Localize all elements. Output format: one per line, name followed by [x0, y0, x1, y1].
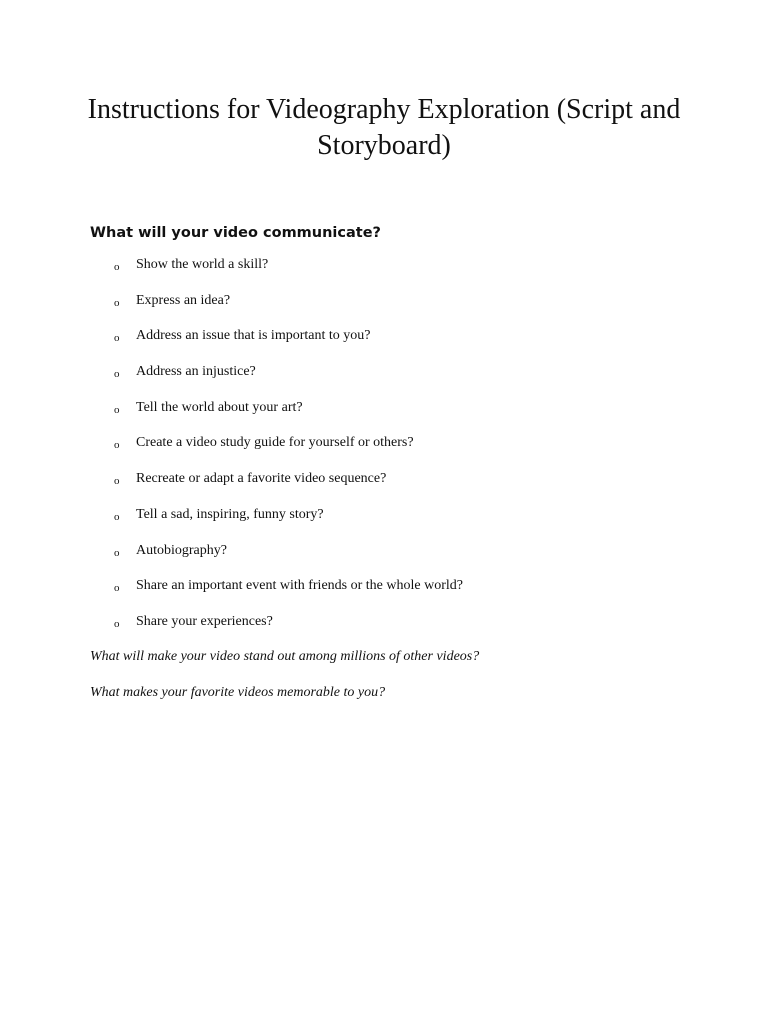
list-item: [0, 325, 768, 361]
document-title: Instructions for Videography Exploration (Script and Storyboard): [87, 94, 681, 161]
list-item: [0, 361, 768, 397]
list-item: [0, 254, 768, 290]
list-item-text: Address an injustice?: [136, 364, 256, 380]
list-item-text: Express an idea?: [136, 292, 231, 308]
bullet-marker: o: [114, 546, 120, 559]
list-item-text: Show the world a skill?: [136, 257, 269, 272]
bullet-marker: o: [114, 475, 120, 488]
list-item: [0, 397, 768, 433]
bullet-marker: o: [114, 403, 120, 416]
section-heading: What will your video communicate?: [90, 225, 381, 241]
list-item: [0, 540, 768, 576]
list-item-text: Tell the world about your art?: [136, 399, 303, 415]
bullet-marker: o: [114, 261, 120, 273]
reflection-question: What makes your favorite videos memorable to you?: [90, 685, 386, 700]
list-item-text: Recreate or adapt a favorite video sequence?: [136, 471, 387, 487]
list-item: [0, 468, 768, 504]
bullet-marker: o: [114, 439, 120, 452]
bullet-list: [0, 254, 768, 647]
bullet-marker: o: [114, 296, 120, 309]
reflection-question: What will make your video stand out among millions of other videos?: [90, 649, 480, 664]
list-item: [0, 290, 768, 326]
list-item-text: Share your experiences?: [136, 613, 273, 629]
list-item: [0, 611, 768, 647]
list-item: [0, 575, 768, 611]
list-item-text: Create a video study guide for yourself or others?: [136, 435, 414, 451]
list-item: [0, 504, 768, 540]
list-item-text: Autobiography?: [136, 542, 227, 558]
bullet-marker: o: [114, 510, 120, 523]
bullet-marker: o: [114, 582, 120, 595]
list-item: [0, 432, 768, 468]
bullet-marker: o: [114, 368, 120, 381]
bullet-marker: o: [114, 617, 120, 630]
bullet-marker: o: [114, 332, 120, 345]
list-item-text: Share an important event with friends or the whole world?: [136, 578, 463, 594]
list-item-text: Tell a sad, inspiring, funny story?: [136, 506, 324, 522]
list-item-text: Address an issue that is important to you?: [136, 328, 371, 344]
